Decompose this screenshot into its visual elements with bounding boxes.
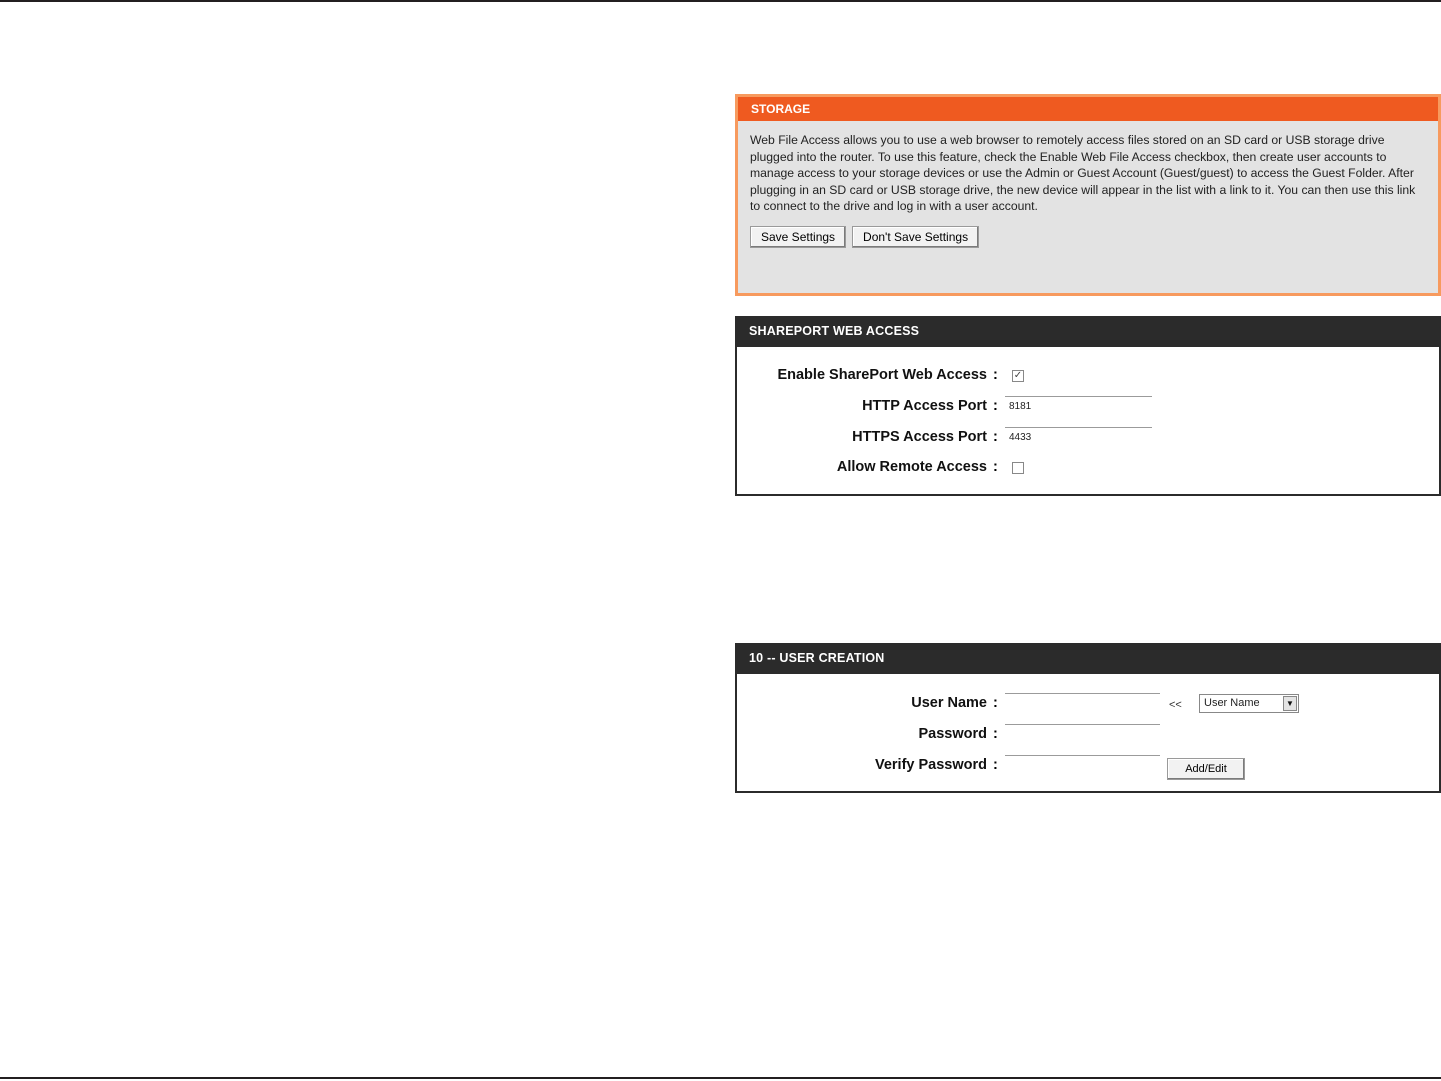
enable-shareport-label: Enable SharePort Web Access [777,367,987,383]
password-row [737,724,1439,746]
verify-password-label: Verify Password [874,757,987,773]
https-port-input[interactable] [1005,427,1152,447]
http-port-row [737,396,1439,418]
colon: : [993,459,998,475]
checkmark-icon: ✓ [1013,370,1023,381]
storage-button-row [750,226,1426,248]
allow-remote-row [737,457,1439,479]
allow-remote-checkbox[interactable] [1012,462,1024,474]
password-input[interactable] [1005,724,1160,744]
verify-password-row [737,755,1439,777]
add-edit-button[interactable]: Add/Edit [1167,758,1245,780]
storage-description: Web File Access allows you to use a web browser to remotely access files stored on an SD card or USB storage drive plugged into the router. To use this feature, check the Enable Web File Access checkbox, then create user accounts to manage access to your storage devices or use the Admin or Guest Account (Guest/guest) to access the Guest Folder. After plugging in an SD card or USB storage drive, the new device will appear in the list with a link to it. You can then use this link to connect to the drive and log in with a user account. [750,133,1416,213]
allow-remote-label: Allow Remote Access [836,459,987,475]
http-port-label: HTTP Access Port [862,398,987,414]
user-name-row [737,693,1439,715]
colon: : [993,429,998,445]
enable-shareport-row [737,365,1439,387]
shareport-web-access-panel [735,316,1441,496]
user-name-label: User Name [911,695,987,711]
colon: : [993,695,998,711]
colon: : [993,726,998,742]
verify-password-input[interactable] [1005,755,1160,775]
http-port-input[interactable] [1005,396,1152,416]
user-name-input[interactable] [1005,693,1160,713]
colon: : [993,757,998,773]
copy-user-arrows: << [1169,699,1182,711]
storage-title: STORAGE [738,97,1438,121]
bottom-rule [0,1077,1441,1079]
user-creation-title: 10 -- USER CREATION [737,643,1439,674]
colon: : [993,398,998,414]
save-settings-button[interactable]: Save Settings [750,226,846,248]
user-creation-panel [735,643,1441,793]
https-port-row [737,427,1439,449]
shareport-title: SHAREPORT WEB ACCESS [737,316,1439,347]
chevron-down-icon[interactable]: ▼ [1283,696,1297,711]
https-port-label: HTTPS Access Port [852,429,987,445]
enable-shareport-checkbox[interactable] [1012,370,1024,382]
colon: : [993,367,998,383]
user-name-select-value: User Name [1204,697,1260,709]
dont-save-settings-button[interactable]: Don't Save Settings [852,226,979,248]
storage-body [738,121,1438,293]
user-name-select[interactable] [1199,694,1299,713]
top-rule [0,0,1441,2]
password-label: Password [918,726,987,742]
storage-panel [735,94,1441,296]
